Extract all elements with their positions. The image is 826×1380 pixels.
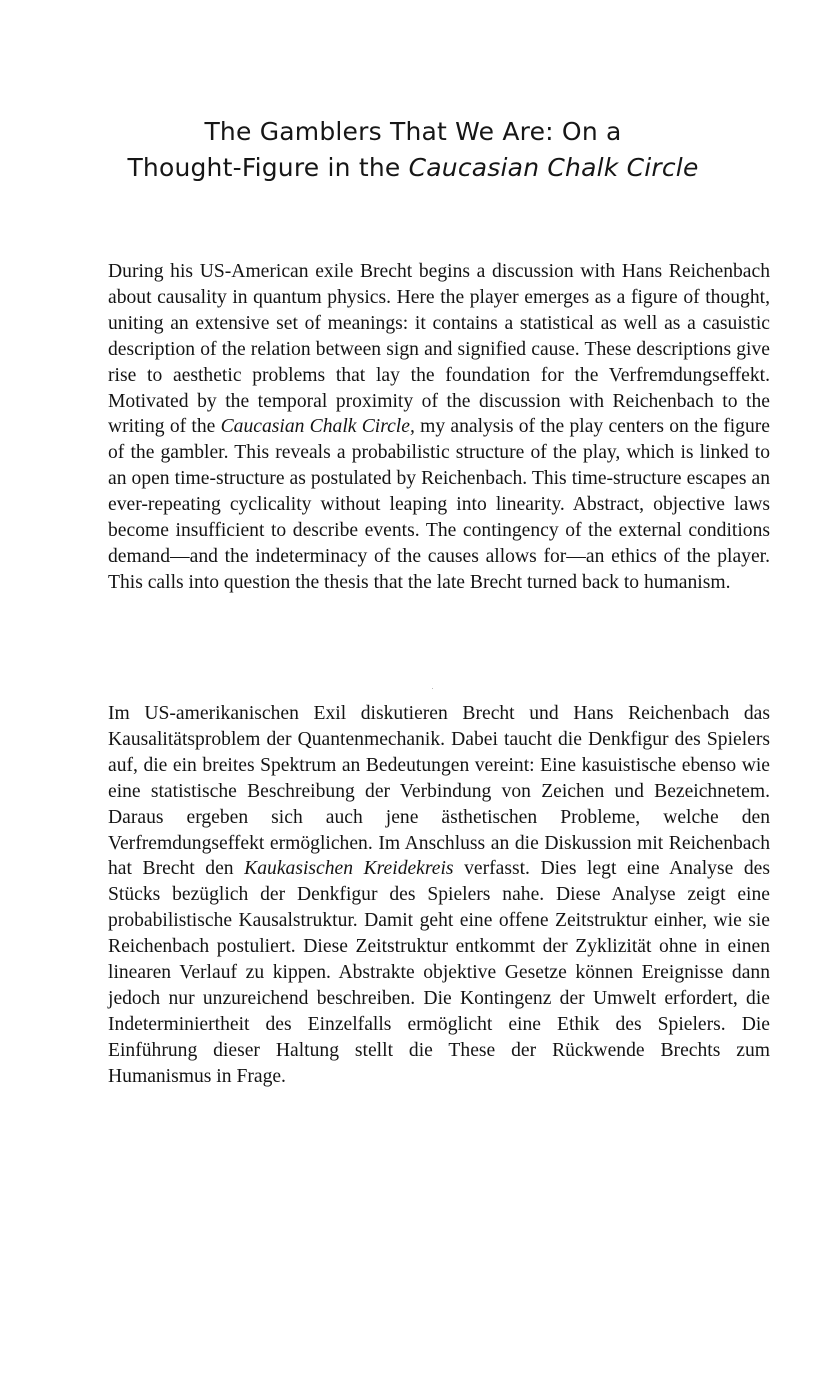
abstract-german-text-1: Im US-amerikanischen Exil diskutieren Brecht und Hans Reichenbach das Kausalitätsproblem der Quantenmechanik. Dabei taucht die Denkfigur des Spielers auf, die ein breites Spektrum an Bedeutungen vereint: Eine kasuistische ebenso wie eine statistische Beschreibung der Verbindung von Zeichen und Bezeichnetem. Daraus ergeben sich auch jene ästhetischen Probleme, welche den Verfremdungseffekt ermöglichen. Im Anschluss an die Diskussion mit Reichenbach hat Brecht den (108, 703, 770, 880)
abstract-english-play-title: Caucasian Chalk Circle, (220, 416, 415, 438)
abstract-english-text-1: During his US-American exile Brecht begins a discussion with Hans Reichenbach about causality in quantum physics. Here the player emerges as a figure of thought, uniting an extensive set of meanings: it contains a statistical as well as a casuistic description of the relation between sign and signified cause. These descriptions give rise to aesthetic problems that lay the foundation for the Verfremdungseffekt. Motivated by the temporal proximity of the discussion with Reichenbach to the writing of the (108, 261, 770, 438)
title-line-2-italic: Caucasian Chalk Circle (408, 153, 699, 182)
page-title (60, 114, 766, 186)
abstract-english (108, 259, 770, 596)
abstract-german-play-title: Kaukasischen Kreidekreis (244, 858, 454, 880)
abstract-english-text-2: my analysis of the play centers on the figure of the gambler. This reveals a probabilistic structure of the play, which is linked to an open time-structure as postulated by Reichenbach. This time-structure escapes an ever-repeating cyclicality without leaping into linearity. Abstract, objective laws become insufficient to describe events. The contingency of the external conditions demand—and the indeterminacy of the causes allows for—an ethics of the player. This calls into question the thesis that the late Brecht turned back to humanism. (108, 416, 770, 593)
title-line-2-regular: Thought-Figure in the (127, 153, 409, 182)
abstract-german-text-2: verfasst. Dies legt eine Analyse des Stücks bezüglich der Denkfigur des Spielers nahe. Diese Analyse zeigt eine probabilistische Kausalstruktur. Damit geht eine offene Zeitstruktur einher, wie sie Reichenbach postuliert. Diese Zeitstruktur entkommt der Zyklizität ohne in einen linearen Verlauf zu kippen. Abstrakte objektive Gesetze können Ereignisse dann jedoch nur unzureichend beschreiben. Die Kontingenz der Umwelt erfordert, die Indeterminiertheit des Einzelfalls ermöglicht eine Ethik des Spielers. Die Einführung dieser Haltung stellt die These der Rückwende Brechts zum Humanismus in Frage. (108, 858, 770, 1087)
page-speck (432, 688, 433, 689)
abstract-german (108, 701, 770, 1090)
title-line-1: The Gamblers That We Are: On a (204, 117, 622, 146)
